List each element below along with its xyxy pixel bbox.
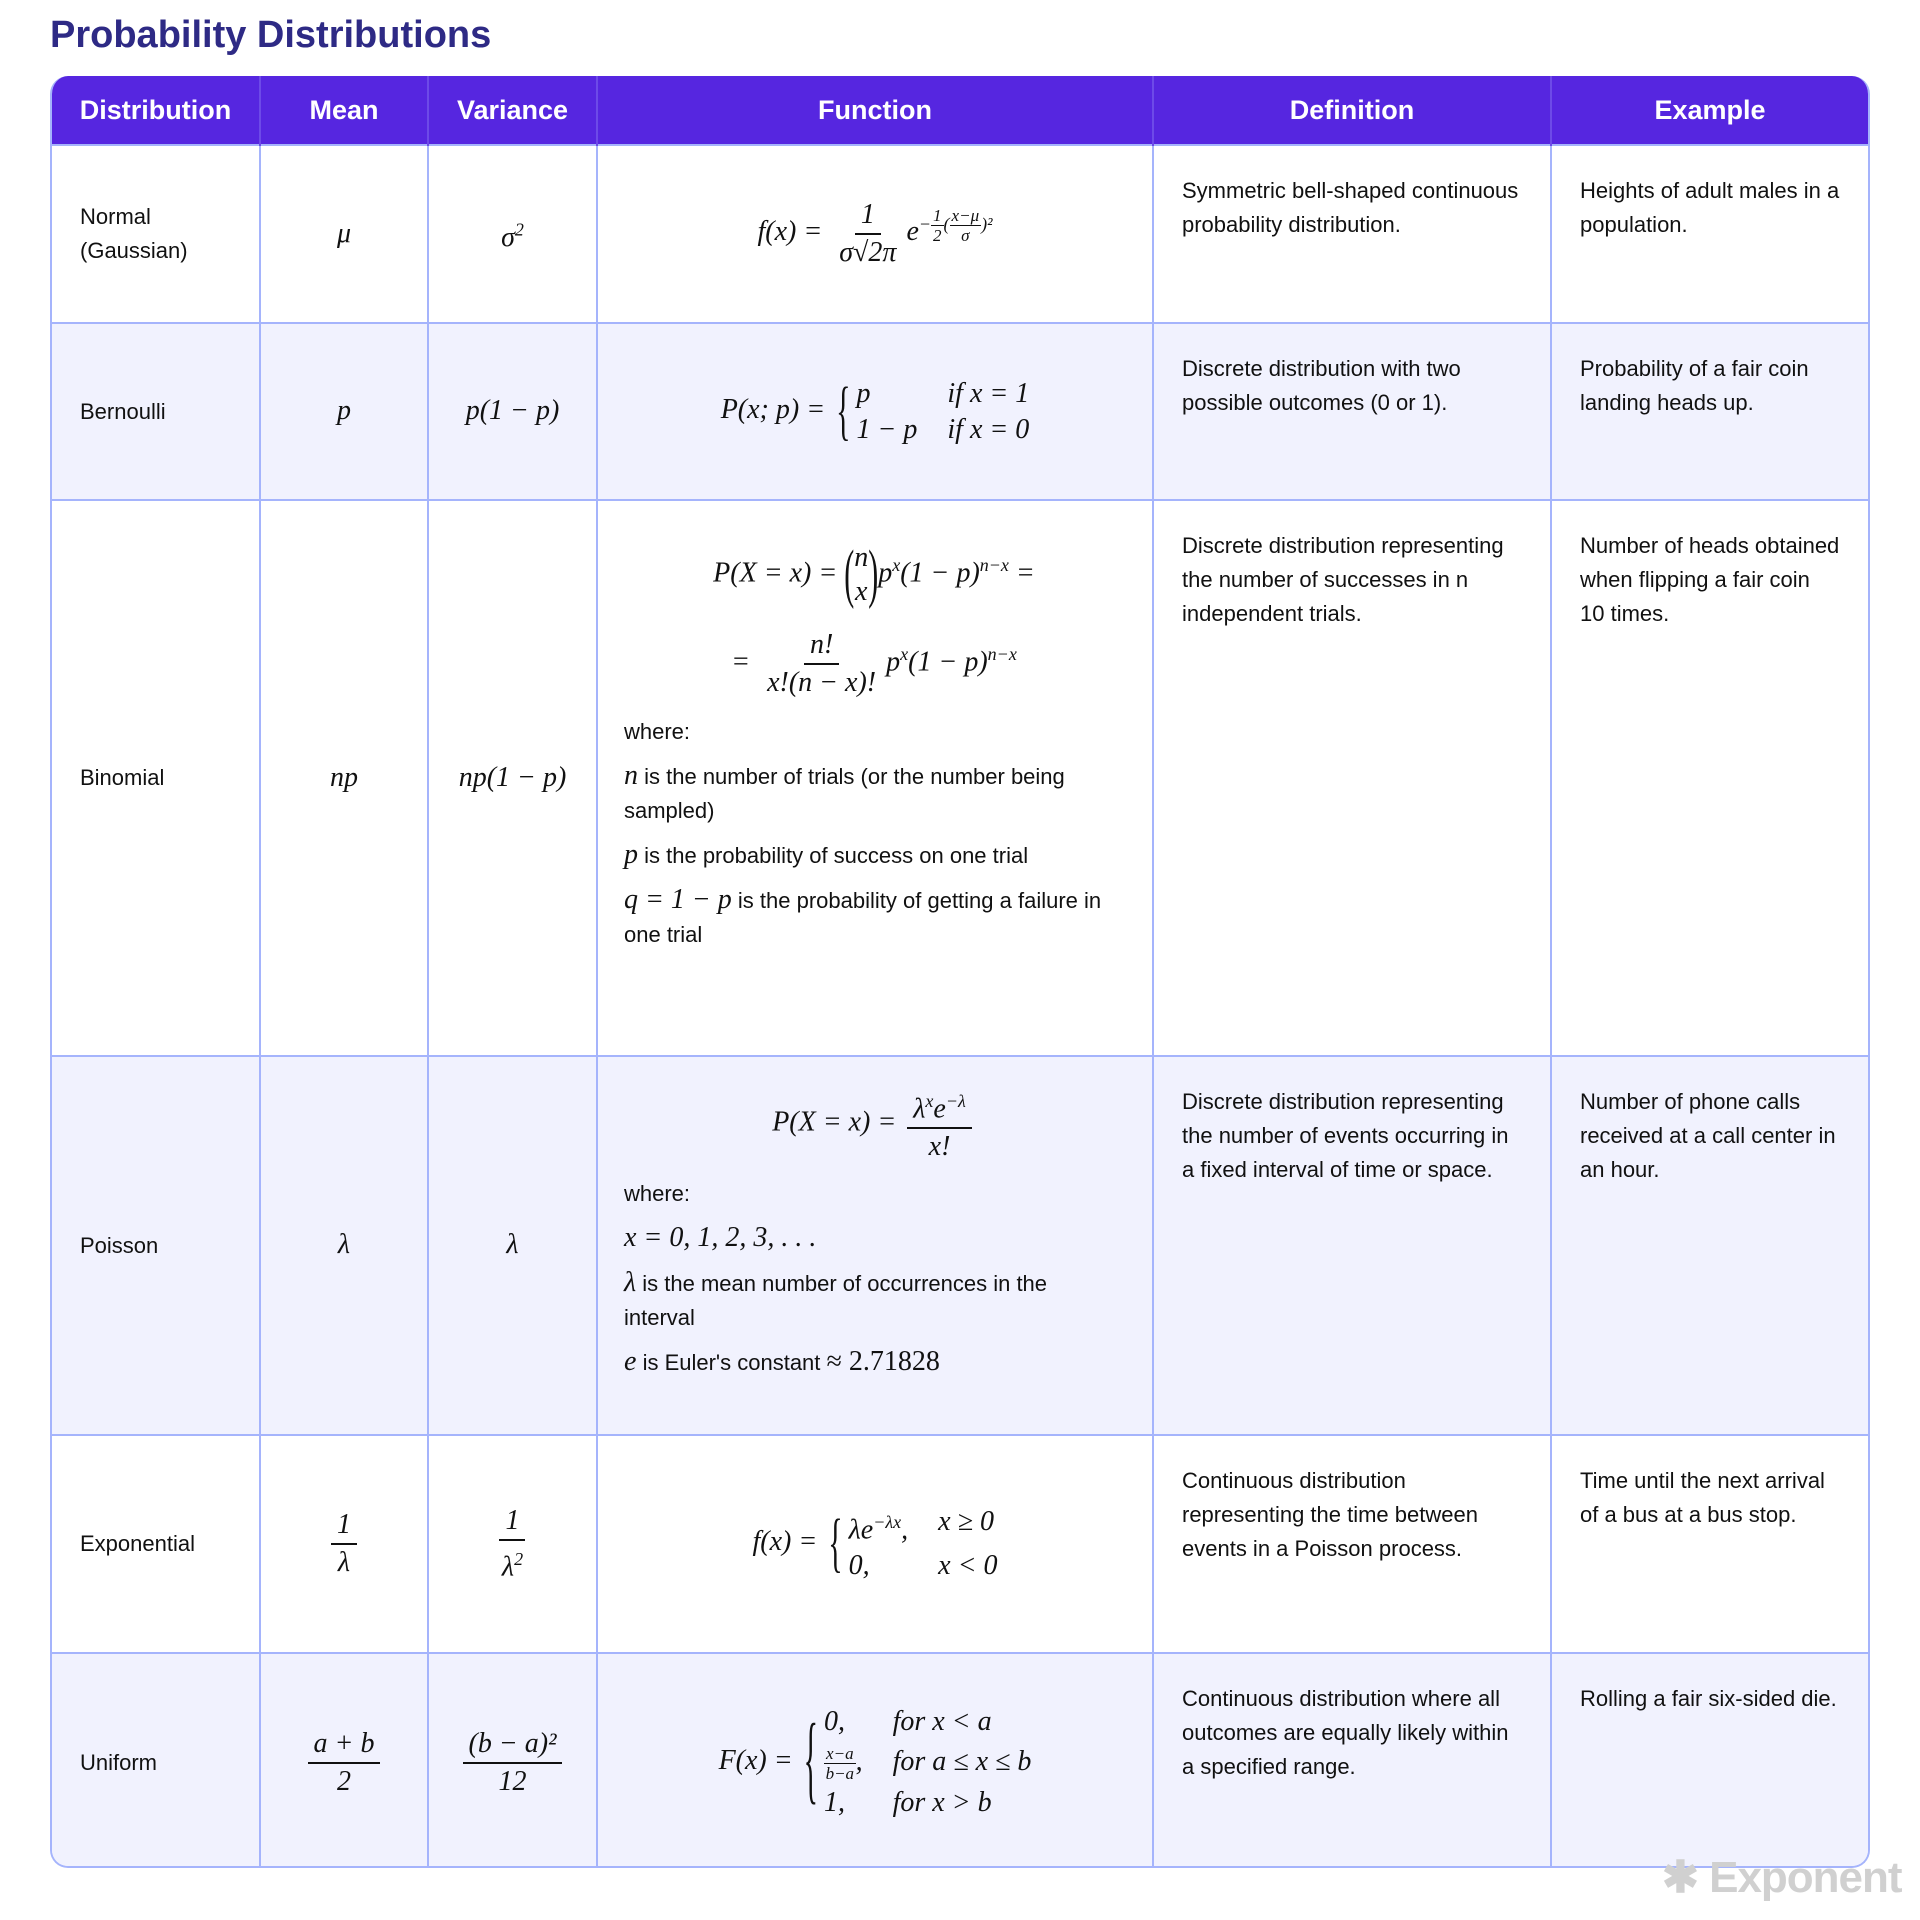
definition-cell: Discrete distribution representing the number of successes in n independent trials.: [1153, 500, 1551, 1056]
function-formula: P(x; p) = { p if x = 1 1 − p if x = 0: [720, 374, 1030, 447]
example-cell: Rolling a fair six-sided die.: [1551, 1653, 1868, 1868]
mean-cell: [260, 1056, 428, 1435]
table-row-bernoulli: [52, 323, 1868, 500]
where-label: where:: [624, 719, 691, 744]
function-cell: [597, 1056, 1153, 1435]
function-formula-line-1: P(X = x) = ( n x ) $p^x(1 - p)^{n-x}$ =: [713, 537, 1035, 611]
note-p: p is the probability of success on one trial: [624, 839, 1029, 870]
definition-cell: Continuous distribution where all outcomes are equally likely within a specified range.: [1153, 1653, 1551, 1868]
function-formula: f(x) = $\frac{1}{\sigma√2\pi}$ $e^{- \frac{1}{2} ( \frac{x-\mu}{\sigma} )^2}$: [757, 199, 993, 268]
function-cell: [597, 1435, 1153, 1653]
page-title: Probability Distributions: [50, 14, 492, 56]
header-example: Example: [1551, 76, 1868, 145]
variance-formula: np(1 − p): [458, 761, 567, 793]
mean-cell: [260, 1435, 428, 1653]
variance-formula: λ: [506, 1229, 519, 1260]
table-row-normal: [52, 145, 1868, 323]
variance-cell: [428, 145, 597, 323]
definition-cell: Continuous distribution representing the time between events in a Poisson process.: [1153, 1435, 1551, 1653]
note-x: x = 0, 1, 2, 3, . . .: [624, 1222, 817, 1254]
note-e: e is Euler's constant ≈ 2.71828: [624, 1346, 940, 1378]
function-formula-line-2: = $\frac{n!}{x!(n - x)!}$ $p^x(1 - p)^{n-x}$: [731, 629, 1017, 698]
function-cell: [597, 323, 1153, 500]
mean-cell: [260, 1653, 428, 1868]
table-header-row: [52, 76, 1868, 145]
example-cell: Time until the next arrival of a bus at a bus stop.: [1551, 1435, 1868, 1653]
mean-formula: λ: [337, 1229, 351, 1260]
note-n: n is the number of trials (or the number being sampled): [624, 760, 1065, 823]
distribution-name: Binomial: [52, 500, 260, 1056]
mean-cell: [260, 145, 428, 323]
table-row-uniform: [52, 1653, 1868, 1868]
variance-cell: [428, 1653, 597, 1868]
distribution-name: Uniform: [52, 1653, 260, 1868]
example-cell: Heights of adult males in a population.: [1551, 145, 1868, 323]
header-distribution: Distribution: [52, 76, 260, 145]
variance-formula: p(1 − p): [465, 395, 560, 426]
variance-cell: [428, 323, 597, 500]
table-row-binomial: [52, 500, 1868, 1056]
distribution-name: Poisson: [52, 1056, 260, 1435]
function-cell: [597, 500, 1153, 1056]
function-formula: F(x) = { 0, for x < a $\frac{x-a}{b-a}$ , for a ≤ x ≤ b 1, for x > b: [718, 1705, 1032, 1819]
definition-cell: Symmetric bell-shaped continuous probability distribution.: [1153, 145, 1551, 323]
mean-formula: np: [330, 761, 358, 793]
mean-formula: $\frac{1}{\lambda}$: [331, 1507, 357, 1581]
function-formula: P(X = x) = $\frac{\lambda^xe^{-\lambda}}{x!}$: [624, 1083, 1124, 1165]
note-lambda: λ is the mean number of occurrences in the interval: [624, 1267, 1048, 1331]
variance-formula: $\frac{\text{(b − a)²}}{12}$: [463, 1726, 563, 1800]
definition-cell: Discrete distribution representing the number of events occurring in a fixed interval of time or space.: [1153, 1056, 1551, 1435]
function-cell: [597, 145, 1153, 323]
function-cell: [597, 1653, 1153, 1868]
header-function: Function: [597, 76, 1153, 145]
mean-cell: [260, 500, 428, 1056]
note-q: q = 1 − p is the probability of getting a failure in one trial: [624, 884, 1102, 947]
distribution-name: Bernoulli: [52, 323, 260, 500]
example-cell: Number of phone calls received at a call center in an hour.: [1551, 1056, 1868, 1435]
mean-formula: p: [337, 395, 351, 426]
mean-cell: [260, 323, 428, 500]
function-formula: f(x) = { $\lambda e^{-\lambda x}$, x ≥ 0 0, x < 0: [752, 1505, 998, 1582]
variance-formula: $\sigma^2$: [501, 219, 524, 253]
variance-cell: [428, 1435, 597, 1653]
table-row-poisson: [52, 1056, 1868, 1435]
variance-cell: [428, 1056, 597, 1435]
header-variance: Variance: [428, 76, 597, 145]
mean-formula: $\frac{a + b}{2}$: [308, 1726, 381, 1800]
definition-cell: Discrete distribution with two possible outcomes (0 or 1).: [1153, 323, 1551, 500]
exponent-watermark-logo: ✱ Exponent: [1662, 1853, 1902, 1902]
distribution-name: Normal (Gaussian): [52, 145, 260, 323]
where-label: where:: [624, 1181, 691, 1207]
table-row-exponential: [52, 1435, 1868, 1653]
example-cell: Probability of a fair coin landing heads up.: [1551, 323, 1868, 500]
variance-cell: [428, 500, 597, 1056]
example-cell: Number of heads obtained when flipping a fair coin 10 times.: [1551, 500, 1868, 1056]
header-definition: Definition: [1153, 76, 1551, 145]
distributions-table: [50, 76, 1870, 1868]
mean-formula: μ: [336, 217, 352, 249]
variance-formula: $\frac{1}{\lambda^2}$: [496, 1503, 529, 1585]
distribution-name: Exponential: [52, 1435, 260, 1653]
header-mean: Mean: [260, 76, 428, 145]
